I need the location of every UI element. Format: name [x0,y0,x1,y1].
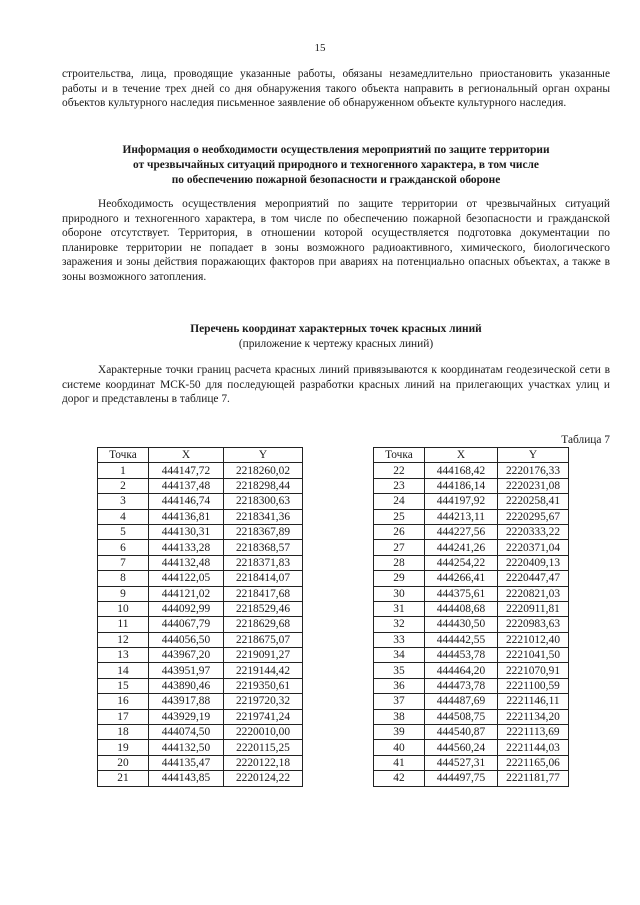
cell-point: 11 [98,617,149,632]
cell-x: 444464,20 [425,663,498,678]
table-row [98,632,303,647]
cell-point: 41 [374,755,425,770]
cell-x: 444540,87 [425,725,498,740]
table-row [98,725,303,740]
cell-x: 444453,78 [425,648,498,663]
coordinates-table-left [97,447,303,787]
table-row [98,771,303,786]
cell-x: 444508,75 [425,709,498,724]
heading-line: Информация о необходимости осуществления мероприятий по защите территории [122,144,550,156]
cell-y: 2219144,42 [224,663,303,678]
cell-x: 444213,11 [425,509,498,524]
cell-point: 40 [374,740,425,755]
cell-x: 444132,48 [149,555,224,570]
table-row [98,755,303,770]
cell-x: 444227,56 [425,524,498,539]
table-row [98,678,303,693]
cell-point: 1 [98,463,149,478]
cell-point: 23 [374,478,425,493]
cell-x: 444143,85 [149,771,224,786]
cell-x: 444121,02 [149,586,224,601]
cell-point: 34 [374,648,425,663]
table-row [374,740,569,755]
cell-point: 9 [98,586,149,601]
cell-x: 444560,24 [425,740,498,755]
cell-point: 29 [374,571,425,586]
cell-x: 444130,31 [149,524,224,539]
cell-y: 2218529,46 [224,601,303,616]
cell-y: 2218300,63 [224,494,303,509]
cell-y: 2220447,47 [498,571,569,586]
cell-y: 2219350,61 [224,678,303,693]
heading-line: по обеспечению пожарной безопасности и гражданской обороне [171,174,501,186]
cell-y: 2220231,08 [498,478,569,493]
header-point: Точка [98,448,149,463]
cell-y: 2220983,63 [498,617,569,632]
table-row [98,617,303,632]
cell-x: 444122,05 [149,571,224,586]
cell-y: 2218371,83 [224,555,303,570]
cell-y: 2218417,68 [224,586,303,601]
table-row [374,463,569,478]
cell-x: 444135,47 [149,755,224,770]
cell-point: 30 [374,586,425,601]
table-row [374,509,569,524]
cell-y: 2218260,02 [224,463,303,478]
cell-x: 444168,42 [425,463,498,478]
cell-x: 444442,55 [425,632,498,647]
cell-point: 4 [98,509,149,524]
table-row [374,601,569,616]
paragraph-emergency: Необходимость осуществления мероприятий по защите территории от чрезвычайных ситуаций природного и техногенного характера, в том числе по обеспечению пожарной безопасности и гражданской обороне отсутствует. Территория, в отношении которой осуществляется подготовка документации по планировке территории не попадает в зоны возможного радиоактивного, химического, биологического заражения и зоны действия поражающих факторов при авариях на потенциально опасных объектах, а также в зоны возможного затопления. [62,198,610,283]
table-row [374,555,569,570]
cell-x: 444254,22 [425,555,498,570]
cell-x: 444132,50 [149,740,224,755]
cell-point: 21 [98,771,149,786]
cell-y: 2220371,04 [498,540,569,555]
cell-x: 444241,26 [425,540,498,555]
cell-y: 2218298,44 [224,478,303,493]
cell-y: 2221181,77 [498,771,569,786]
table-row [374,725,569,740]
cell-y: 2220124,22 [224,771,303,786]
cell-point: 5 [98,524,149,539]
cell-y: 2221070,91 [498,663,569,678]
cell-point: 22 [374,463,425,478]
table-row [374,478,569,493]
table-row [98,509,303,524]
cell-point: 16 [98,694,149,709]
cell-y: 2220122,18 [224,755,303,770]
cell-point: 13 [98,648,149,663]
cell-point: 27 [374,540,425,555]
cell-point: 26 [374,524,425,539]
cell-y: 2221144,03 [498,740,569,755]
cell-point: 37 [374,694,425,709]
table-row [374,678,569,693]
cell-x: 443929,19 [149,709,224,724]
cell-point: 15 [98,678,149,693]
table-row [98,663,303,678]
cell-x: 444430,50 [425,617,498,632]
table-row [374,694,569,709]
header-y: Y [498,448,569,463]
cell-x: 444146,74 [149,494,224,509]
cell-x: 444375,61 [425,586,498,601]
cell-point: 19 [98,740,149,755]
heading-line: от чрезвычайных ситуаций природного и техногенного характера, в том числе [133,159,539,171]
cell-y: 2219091,27 [224,648,303,663]
table-row [98,740,303,755]
cell-y: 2218367,89 [224,524,303,539]
table-header-row [98,448,303,463]
cell-x: 444137,48 [149,478,224,493]
cell-point: 14 [98,663,149,678]
table-row [374,586,569,601]
cell-x: 443917,88 [149,694,224,709]
cell-y: 2218675,07 [224,632,303,647]
cell-point: 10 [98,601,149,616]
cell-point: 3 [98,494,149,509]
table-row [98,694,303,709]
heading-emergency-info [62,143,610,188]
page-number: 15 [314,42,326,54]
cell-point: 24 [374,494,425,509]
cell-point: 31 [374,601,425,616]
table-header-row [374,448,569,463]
table-row [374,648,569,663]
cell-x: 444487,69 [425,694,498,709]
table-row [374,771,569,786]
cell-x: 444527,31 [425,755,498,770]
table-row [98,709,303,724]
cell-point: 36 [374,678,425,693]
cell-x: 444067,79 [149,617,224,632]
cell-point: 7 [98,555,149,570]
cell-y: 2218414,07 [224,571,303,586]
header-x: X [425,448,498,463]
cell-point: 28 [374,555,425,570]
table-row [374,524,569,539]
cell-point: 20 [98,755,149,770]
cell-point: 42 [374,771,425,786]
cell-x: 443967,20 [149,648,224,663]
cell-y: 2221100,59 [498,678,569,693]
cell-x: 444147,72 [149,463,224,478]
cell-y: 2221113,69 [498,725,569,740]
cell-point: 6 [98,540,149,555]
table-row [374,540,569,555]
cell-x: 444074,50 [149,725,224,740]
table-row [374,617,569,632]
cell-y: 2220911,81 [498,601,569,616]
cell-y: 2221165,06 [498,755,569,770]
header-x: X [149,448,224,463]
cell-y: 2220010,00 [224,725,303,740]
table-row [98,494,303,509]
table-row [374,632,569,647]
cell-point: 33 [374,632,425,647]
cell-y: 2220295,67 [498,509,569,524]
cell-x: 444136,81 [149,509,224,524]
table-row [374,494,569,509]
cell-point: 32 [374,617,425,632]
paragraph-cultural-heritage: строительства, лица, проводящие указанные работы, обязаны незамедлительно приостановить указанные работы и в течение трех дней со дня обнаружения такого объекта направить в региональный орган охраны объектов культурного наследия письменное заявление об обнаруженном объекте культурного наследия. [62,68,610,110]
cell-y: 2218341,36 [224,509,303,524]
cell-y: 2221012,40 [498,632,569,647]
table-row [98,586,303,601]
paragraph-coordinates: Характерные точки границ расчета красных линий привязываются к координатам геодезической сети в системе координат МСК-50 для последующей разработки красных линий на прилегающих участках улиц и дорог и представлены в таблице 7. [62,364,610,406]
table-row [98,524,303,539]
cell-x: 444497,75 [425,771,498,786]
cell-y: 2220409,13 [498,555,569,570]
cell-x: 444133,28 [149,540,224,555]
table-row [374,663,569,678]
heading-coordinates-list: Перечень координат характерных точек красных линий [190,323,482,335]
cell-point: 2 [98,478,149,493]
table-row [374,709,569,724]
cell-point: 39 [374,725,425,740]
table-row [374,571,569,586]
cell-y: 2219741,24 [224,709,303,724]
cell-y: 2220333,22 [498,524,569,539]
cell-y: 2221146,11 [498,694,569,709]
table-row [98,540,303,555]
cell-y: 2220821,03 [498,586,569,601]
table-row [98,601,303,616]
cell-y: 2220258,41 [498,494,569,509]
cell-point: 35 [374,663,425,678]
cell-x: 444473,78 [425,678,498,693]
cell-y: 2218368,57 [224,540,303,555]
cell-point: 25 [374,509,425,524]
cell-point: 18 [98,725,149,740]
cell-point: 38 [374,709,425,724]
subheading-coordinates: (приложение к чертежу красных линий) [238,338,434,350]
cell-point: 12 [98,632,149,647]
table-row [98,555,303,570]
cell-y: 2218629,68 [224,617,303,632]
table-row [98,571,303,586]
table-row [98,648,303,663]
table-body-left [98,463,303,786]
cell-point: 8 [98,571,149,586]
cell-x: 444186,14 [425,478,498,493]
table-row [98,478,303,493]
cell-x: 443951,97 [149,663,224,678]
table-caption: Таблица 7 [561,434,610,446]
cell-y: 2221134,20 [498,709,569,724]
cell-y: 2220115,25 [224,740,303,755]
cell-y: 2221041,50 [498,648,569,663]
coordinates-table-right [373,447,569,787]
cell-x: 444092,99 [149,601,224,616]
header-y: Y [224,448,303,463]
cell-x: 443890,46 [149,678,224,693]
cell-y: 2220176,33 [498,463,569,478]
cell-x: 444197,92 [425,494,498,509]
table-row [374,755,569,770]
cell-y: 2219720,32 [224,694,303,709]
cell-x: 444408,68 [425,601,498,616]
header-point: Точка [374,448,425,463]
table-body-right [374,463,569,786]
cell-x: 444056,50 [149,632,224,647]
table-row [98,463,303,478]
cell-x: 444266,41 [425,571,498,586]
cell-point: 17 [98,709,149,724]
